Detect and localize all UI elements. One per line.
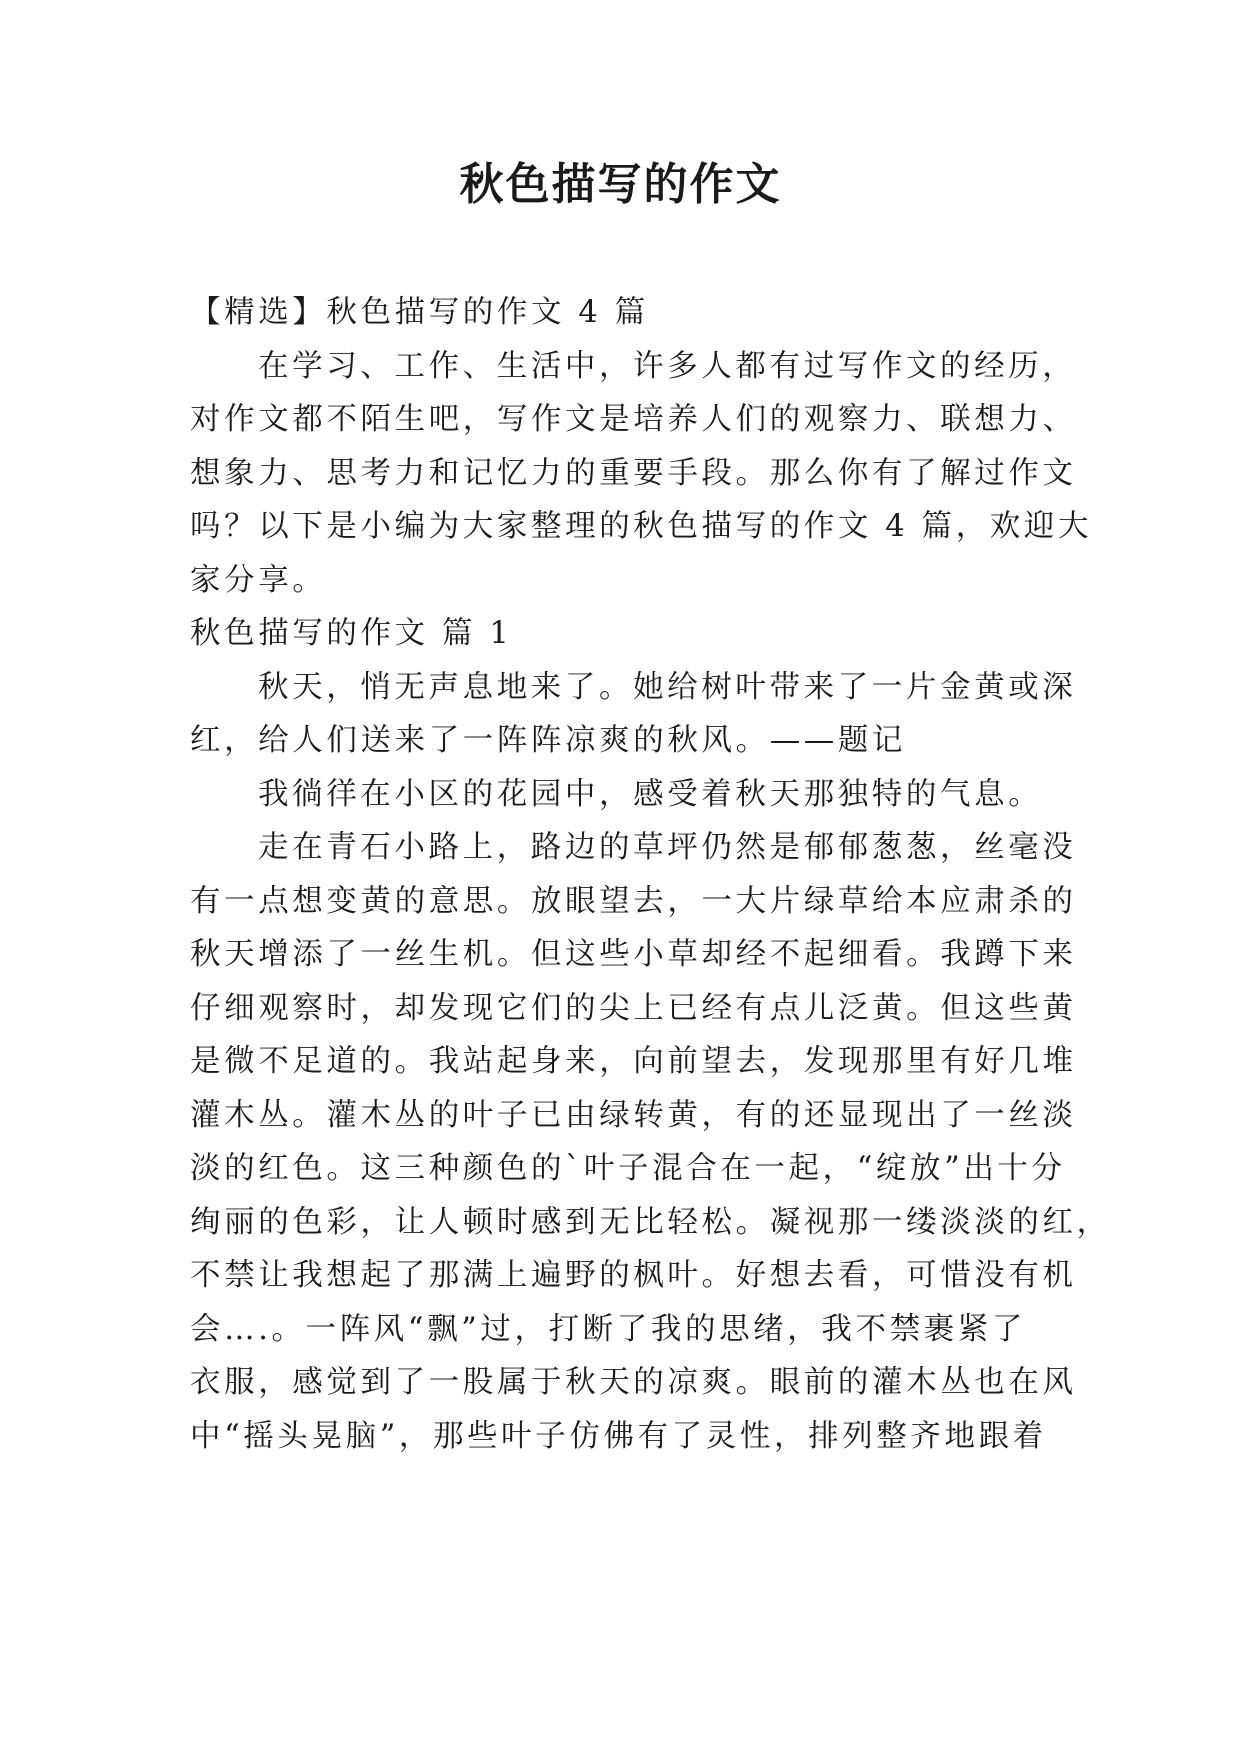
text-line: 想象力、思考力和记忆力的重要手段。那么你有了解过作文 (190, 455, 1077, 491)
text-line: 红，给人们送来了一阵阵凉爽的秋风。——题记 (190, 723, 907, 758)
document-body (190, 286, 1111, 1463)
text-line: 秋天增添了一丝生机。但这些小草却经不起细看。我蹲下来 (190, 937, 1077, 972)
text-line: 灌木丛。灌木丛的叶子已由绿转黄，有的还显现出了一丝淡 (190, 1097, 1077, 1133)
text-line: 是微不足道的。我站起身来，向前望去，发现那里有好几堆 (190, 1044, 1077, 1079)
text-line: 不禁让我想起了那满上遍野的枫叶。好想去看，可惜没有机 (190, 1258, 1077, 1293)
document-title: 秋色描写的作文 (459, 159, 782, 210)
intro-paragraph (190, 340, 1093, 608)
text-line: 家分享。 (190, 562, 327, 598)
text-line: 绚丽的色彩，让人顿时感到无比轻松。凝视那一缕淡淡的红， (190, 1204, 1111, 1240)
text-line: 我徜徉在小区的花园中，感受着秋天那独特的气息。 (258, 776, 1043, 812)
section-heading: 秋色描写的作文 篇 1 (190, 616, 513, 651)
text-line: 在学习、工作、生活中，许多人都有过写作文的经历， (258, 348, 1077, 384)
paragraph-2 (190, 768, 1055, 822)
text-line: 会….。一阵风“飘”过，打断了我的思绪，我不禁裹紧了 (190, 1311, 1026, 1347)
text-line: 秋天，悄无声息地来了。她给树叶带来了一片金黄或深 (258, 669, 1077, 705)
text-line: 衣服，感觉到了一股属于秋天的凉爽。眼前的灌木丛也在风 (190, 1365, 1077, 1400)
text-line: 有一点想变黄的意思。放眼望去，一大片绿草给本应肃杀的 (190, 883, 1077, 919)
text-line: 中“摇头晃脑”，那些叶子仿佛有了灵性，排列整齐地跟着 (190, 1418, 1047, 1454)
text-line: 淡的红色。这三种颜色的`叶子混合在一起，“绽放”出十分 (190, 1151, 1066, 1186)
text-line: 对作文都不陌生吧，写作文是培养人们的观察力、联想力、 (190, 402, 1077, 437)
text-line: 吗？以下是小编为大家整理的秋色描写的作文 4 篇，欢迎大 (190, 509, 1093, 544)
paragraph-1 (190, 661, 1077, 768)
text-line: 仔细观察时，却发现它们的尖上已经有点儿泛黄。但这些黄 (190, 990, 1077, 1026)
document-subtitle: 【精选】秋色描写的作文 4 篇 (190, 295, 649, 330)
paragraph-3 (190, 821, 1111, 1463)
text-line: 走在青石小路上，路边的草坪仍然是郁郁葱葱，丝毫没 (258, 830, 1077, 865)
